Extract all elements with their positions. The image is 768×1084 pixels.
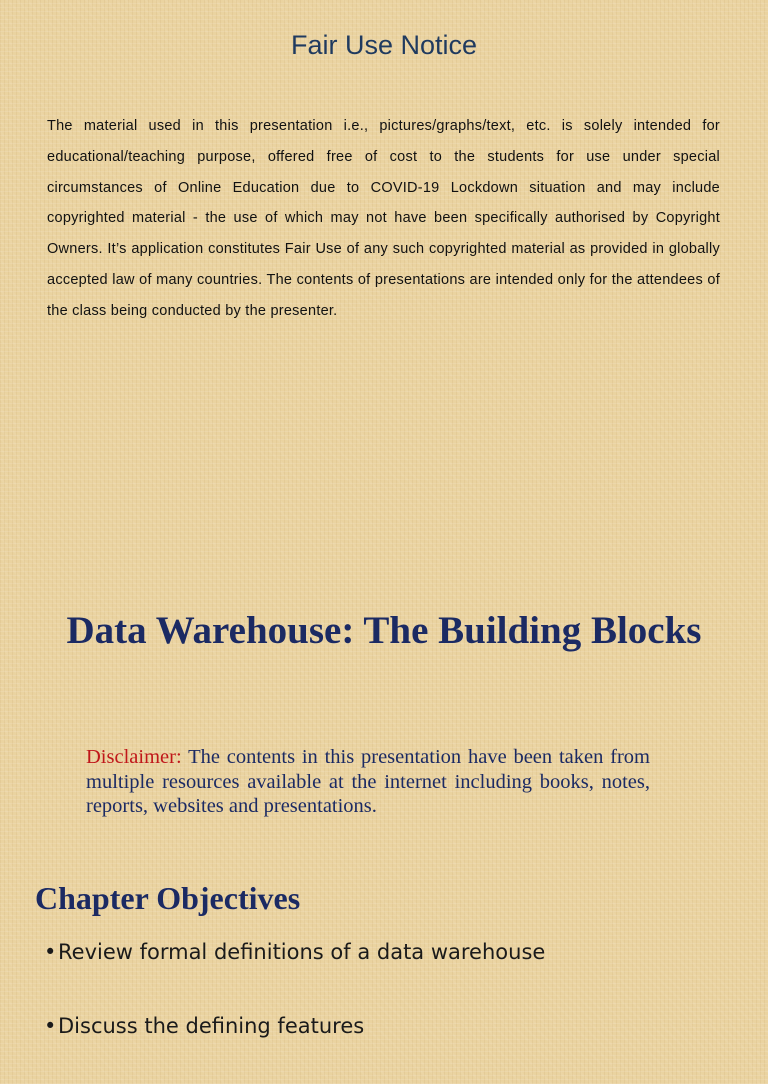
fair-use-slide [0,0,768,500]
objective-text: Review formal definitions of a data warehouse [58,940,546,964]
title-slide [0,500,768,860]
disclaimer-label: Disclaimer: [86,746,182,768]
disclaimer [86,745,650,819]
fair-use-body: The material used in this presentation i.e., pictures/graphs/text, etc. is solely intended for educational/teaching purpose, offered free of cost to the students for use under special circumstances of Online Education due to COVID-19 Lockdown situation and may include copyrighted material - the use of which may not have been specifically authorised by Copyright Owners. It’s application constitutes Fair Use of any such copyrighted material as provided in globally accepted law of many countries. The contents of presentations are intended only for the attendees of the class being conducted by the presenter. [47,118,720,319]
disclaimer-text: The contents in this presentation have been taken from multiple resources available at the internet including books, notes, reports, websites and presentations. [86,746,650,817]
objective-item [44,1010,545,1084]
bullet-icon: • [44,940,57,964]
objectives-list [44,936,545,1084]
objectives-slide [0,860,768,1038]
fair-use-title: Fair Use Notice [290,30,478,60]
bullet-icon: • [44,1014,57,1038]
objectives-title: Chapter Objectives [35,880,301,916]
objective-text: Discuss the defining features [58,1014,365,1038]
presentation-title: Data Warehouse: The Building Blocks [66,609,702,652]
objective-item [44,936,545,1010]
